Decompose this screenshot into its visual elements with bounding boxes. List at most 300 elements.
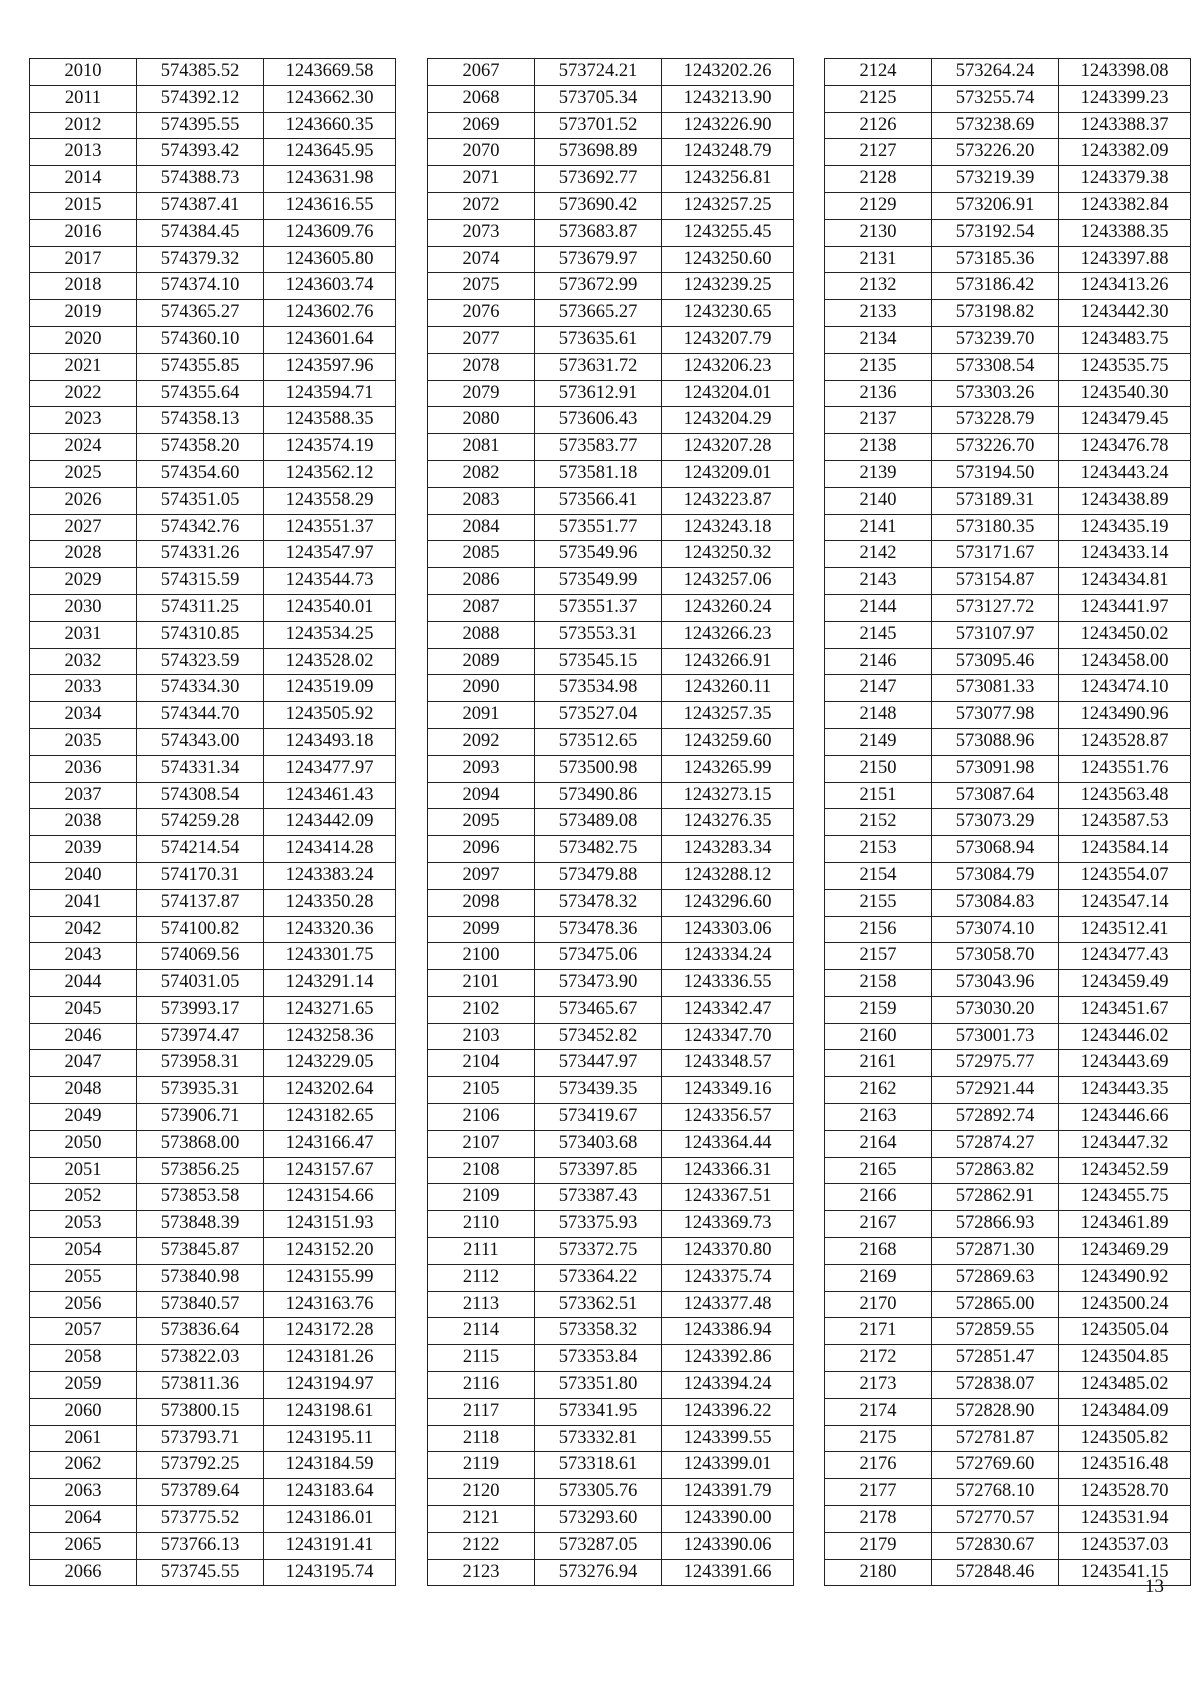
table-row: [428, 594, 794, 621]
point-id-cell: 2010: [30, 59, 137, 86]
y-coordinate-cell: 1243544.73: [264, 568, 396, 595]
table-row: [428, 1532, 794, 1559]
point-id-cell: 2087: [428, 594, 535, 621]
x-coordinate-cell: 572975.77: [932, 1050, 1059, 1077]
x-coordinate-cell: 573690.42: [535, 192, 662, 219]
y-coordinate-cell: 1243452.59: [1059, 1157, 1191, 1184]
x-coordinate-cell: 573692.77: [535, 166, 662, 193]
point-id-cell: 2056: [30, 1291, 137, 1318]
x-coordinate-cell: 573935.31: [137, 1077, 264, 1104]
point-id-cell: 2162: [825, 1077, 932, 1104]
table-row: [825, 916, 1191, 943]
x-coordinate-cell: 573186.42: [932, 273, 1059, 300]
table-row: [428, 809, 794, 836]
point-id-cell: 2075: [428, 273, 535, 300]
point-id-cell: 2115: [428, 1345, 535, 1372]
table-row: [825, 380, 1191, 407]
point-id-cell: 2109: [428, 1184, 535, 1211]
table-row: [428, 1184, 794, 1211]
table-row: [428, 300, 794, 327]
table-row: [30, 1372, 396, 1399]
table-row: [30, 1211, 396, 1238]
y-coordinate-cell: 1243375.74: [662, 1264, 794, 1291]
x-coordinate-cell: 573171.67: [932, 541, 1059, 568]
point-id-cell: 2122: [428, 1532, 535, 1559]
x-coordinate-cell: 572892.74: [932, 1104, 1059, 1131]
y-coordinate-cell: 1243433.14: [1059, 541, 1191, 568]
y-coordinate-cell: 1243256.81: [662, 166, 794, 193]
point-id-cell: 2069: [428, 112, 535, 139]
y-coordinate-cell: 1243479.45: [1059, 407, 1191, 434]
table-row: [428, 139, 794, 166]
x-coordinate-cell: 574214.54: [137, 836, 264, 863]
y-coordinate-cell: 1243500.24: [1059, 1291, 1191, 1318]
x-coordinate-cell: 573303.26: [932, 380, 1059, 407]
table-row: [428, 889, 794, 916]
table-row: [30, 809, 396, 836]
point-id-cell: 2036: [30, 755, 137, 782]
y-coordinate-cell: 1243243.18: [662, 514, 794, 541]
point-id-cell: 2094: [428, 782, 535, 809]
point-id-cell: 2072: [428, 192, 535, 219]
table-row: [30, 943, 396, 970]
y-coordinate-cell: 1243207.79: [662, 326, 794, 353]
table-row: [825, 889, 1191, 916]
y-coordinate-cell: 1243443.35: [1059, 1077, 1191, 1104]
table-row: [30, 380, 396, 407]
y-coordinate-cell: 1243255.45: [662, 219, 794, 246]
y-coordinate-cell: 1243399.01: [662, 1452, 794, 1479]
y-coordinate-cell: 1243528.87: [1059, 728, 1191, 755]
y-coordinate-cell: 1243562.12: [264, 460, 396, 487]
x-coordinate-cell: 573793.71: [137, 1425, 264, 1452]
table-row: [30, 139, 396, 166]
point-id-cell: 2031: [30, 621, 137, 648]
y-coordinate-cell: 1243477.43: [1059, 943, 1191, 970]
x-coordinate-cell: 574355.85: [137, 353, 264, 380]
point-id-cell: 2011: [30, 85, 137, 112]
y-coordinate-cell: 1243257.06: [662, 568, 794, 595]
x-coordinate-cell: 573581.18: [535, 460, 662, 487]
x-coordinate-cell: 573478.32: [535, 889, 662, 916]
y-coordinate-cell: 1243198.61: [264, 1398, 396, 1425]
x-coordinate-cell: 573789.64: [137, 1479, 264, 1506]
point-id-cell: 2138: [825, 434, 932, 461]
point-id-cell: 2013: [30, 139, 137, 166]
y-coordinate-cell: 1243547.97: [264, 541, 396, 568]
table-row: [825, 326, 1191, 353]
table-row: [428, 1291, 794, 1318]
y-coordinate-cell: 1243602.76: [264, 300, 396, 327]
table-row: [428, 648, 794, 675]
x-coordinate-cell: 573553.31: [535, 621, 662, 648]
x-coordinate-cell: 573583.77: [535, 434, 662, 461]
table-row: [428, 1157, 794, 1184]
point-id-cell: 2147: [825, 675, 932, 702]
point-id-cell: 2016: [30, 219, 137, 246]
x-coordinate-cell: 574310.85: [137, 621, 264, 648]
point-id-cell: 2067: [428, 59, 535, 86]
point-id-cell: 2076: [428, 300, 535, 327]
table-row: [825, 594, 1191, 621]
x-coordinate-cell: 572874.27: [932, 1130, 1059, 1157]
table-row: [30, 702, 396, 729]
table-row: [825, 862, 1191, 889]
point-id-cell: 2053: [30, 1211, 137, 1238]
table-row: [825, 1532, 1191, 1559]
x-coordinate-cell: 573549.99: [535, 568, 662, 595]
y-coordinate-cell: 1243257.35: [662, 702, 794, 729]
y-coordinate-cell: 1243271.65: [264, 996, 396, 1023]
x-coordinate-cell: 573665.27: [535, 300, 662, 327]
point-id-cell: 2045: [30, 996, 137, 1023]
point-id-cell: 2167: [825, 1211, 932, 1238]
x-coordinate-cell: 573766.13: [137, 1532, 264, 1559]
table-row: [825, 996, 1191, 1023]
point-id-cell: 2124: [825, 59, 932, 86]
table-row: [30, 273, 396, 300]
point-id-cell: 2117: [428, 1398, 535, 1425]
table-row: [428, 568, 794, 595]
x-coordinate-cell: 573836.64: [137, 1318, 264, 1345]
y-coordinate-cell: 1243547.14: [1059, 889, 1191, 916]
x-coordinate-cell: 573341.95: [535, 1398, 662, 1425]
x-coordinate-cell: 574069.56: [137, 943, 264, 970]
x-coordinate-cell: 573811.36: [137, 1372, 264, 1399]
table-row: [30, 836, 396, 863]
point-id-cell: 2176: [825, 1452, 932, 1479]
point-id-cell: 2179: [825, 1532, 932, 1559]
point-id-cell: 2073: [428, 219, 535, 246]
x-coordinate-cell: 574334.30: [137, 675, 264, 702]
y-coordinate-cell: 1243528.70: [1059, 1479, 1191, 1506]
y-coordinate-cell: 1243195.74: [264, 1559, 396, 1586]
y-coordinate-cell: 1243334.24: [662, 943, 794, 970]
y-coordinate-cell: 1243266.91: [662, 648, 794, 675]
point-id-cell: 2118: [428, 1425, 535, 1452]
x-coordinate-cell: 573551.37: [535, 594, 662, 621]
x-coordinate-cell: 573551.77: [535, 514, 662, 541]
point-id-cell: 2032: [30, 648, 137, 675]
table-row: [825, 1264, 1191, 1291]
y-coordinate-cell: 1243528.02: [264, 648, 396, 675]
table-row: [825, 755, 1191, 782]
table-row: [825, 1211, 1191, 1238]
point-id-cell: 2100: [428, 943, 535, 970]
point-id-cell: 2159: [825, 996, 932, 1023]
x-coordinate-cell: 573198.82: [932, 300, 1059, 327]
table-row: [428, 380, 794, 407]
y-coordinate-cell: 1243483.75: [1059, 326, 1191, 353]
point-id-cell: 2066: [30, 1559, 137, 1586]
x-coordinate-cell: 573527.04: [535, 702, 662, 729]
table-row: [428, 1345, 794, 1372]
point-id-cell: 2083: [428, 487, 535, 514]
y-coordinate-cell: 1243645.95: [264, 139, 396, 166]
table-row: [825, 434, 1191, 461]
y-coordinate-cell: 1243266.23: [662, 621, 794, 648]
point-id-cell: 2058: [30, 1345, 137, 1372]
x-coordinate-cell: 574388.73: [137, 166, 264, 193]
point-id-cell: 2156: [825, 916, 932, 943]
y-coordinate-cell: 1243213.90: [662, 85, 794, 112]
y-coordinate-cell: 1243459.49: [1059, 970, 1191, 997]
y-coordinate-cell: 1243388.37: [1059, 112, 1191, 139]
x-coordinate-cell: 572828.90: [932, 1398, 1059, 1425]
point-id-cell: 2028: [30, 541, 137, 568]
table-row: [428, 1211, 794, 1238]
point-id-cell: 2051: [30, 1157, 137, 1184]
point-id-cell: 2052: [30, 1184, 137, 1211]
x-coordinate-cell: 573154.87: [932, 568, 1059, 595]
x-coordinate-cell: 573549.96: [535, 541, 662, 568]
x-coordinate-cell: 573189.31: [932, 487, 1059, 514]
y-coordinate-cell: 1243391.79: [662, 1479, 794, 1506]
table-row: [428, 1452, 794, 1479]
y-coordinate-cell: 1243574.19: [264, 434, 396, 461]
point-id-cell: 2038: [30, 809, 137, 836]
x-coordinate-cell: 573868.00: [137, 1130, 264, 1157]
point-id-cell: 2079: [428, 380, 535, 407]
point-id-cell: 2123: [428, 1559, 535, 1586]
point-id-cell: 2134: [825, 326, 932, 353]
table-row: [825, 139, 1191, 166]
point-id-cell: 2141: [825, 514, 932, 541]
x-coordinate-cell: 574100.82: [137, 916, 264, 943]
y-coordinate-cell: 1243442.30: [1059, 300, 1191, 327]
table-row: [428, 112, 794, 139]
point-id-cell: 2081: [428, 434, 535, 461]
table-row: [428, 916, 794, 943]
y-coordinate-cell: 1243265.99: [662, 755, 794, 782]
table-row: [30, 996, 396, 1023]
y-coordinate-cell: 1243399.23: [1059, 85, 1191, 112]
x-coordinate-cell: 574360.10: [137, 326, 264, 353]
table-row: [825, 1291, 1191, 1318]
x-coordinate-cell: 574387.41: [137, 192, 264, 219]
point-id-cell: 2029: [30, 568, 137, 595]
point-id-cell: 2128: [825, 166, 932, 193]
table-row: [825, 273, 1191, 300]
table-row: [825, 300, 1191, 327]
y-coordinate-cell: 1243563.48: [1059, 782, 1191, 809]
x-coordinate-cell: 573074.10: [932, 916, 1059, 943]
y-coordinate-cell: 1243383.24: [264, 862, 396, 889]
table-row: [825, 702, 1191, 729]
coordinate-table-2: [427, 58, 794, 1586]
y-coordinate-cell: 1243490.96: [1059, 702, 1191, 729]
table-row: [428, 755, 794, 782]
table-row: [428, 1372, 794, 1399]
table-row: [428, 192, 794, 219]
x-coordinate-cell: 573683.87: [535, 219, 662, 246]
y-coordinate-cell: 1243597.96: [264, 353, 396, 380]
y-coordinate-cell: 1243392.86: [662, 1345, 794, 1372]
table-row: [825, 1345, 1191, 1372]
table-row: [825, 192, 1191, 219]
x-coordinate-cell: 573088.96: [932, 728, 1059, 755]
x-coordinate-cell: 573612.91: [535, 380, 662, 407]
x-coordinate-cell: 573293.60: [535, 1506, 662, 1533]
point-id-cell: 2097: [428, 862, 535, 889]
point-id-cell: 2163: [825, 1104, 932, 1131]
table-row: [428, 1104, 794, 1131]
point-id-cell: 2165: [825, 1157, 932, 1184]
table-row: [30, 648, 396, 675]
table-row: [825, 836, 1191, 863]
point-id-cell: 2046: [30, 1023, 137, 1050]
y-coordinate-cell: 1243154.66: [264, 1184, 396, 1211]
x-coordinate-cell: 572781.87: [932, 1425, 1059, 1452]
x-coordinate-cell: 574308.54: [137, 782, 264, 809]
x-coordinate-cell: 573822.03: [137, 1345, 264, 1372]
point-id-cell: 2026: [30, 487, 137, 514]
table-row: [428, 675, 794, 702]
table-row: [30, 1077, 396, 1104]
y-coordinate-cell: 1243388.35: [1059, 219, 1191, 246]
x-coordinate-cell: 573192.54: [932, 219, 1059, 246]
x-coordinate-cell: 573238.69: [932, 112, 1059, 139]
table-row: [428, 621, 794, 648]
point-id-cell: 2080: [428, 407, 535, 434]
table-row: [30, 889, 396, 916]
table-row: [30, 1425, 396, 1452]
y-coordinate-cell: 1243390.00: [662, 1506, 794, 1533]
x-coordinate-cell: 573512.65: [535, 728, 662, 755]
table-row: [428, 943, 794, 970]
y-coordinate-cell: 1243348.57: [662, 1050, 794, 1077]
table-row: [428, 728, 794, 755]
x-coordinate-cell: 573679.97: [535, 246, 662, 273]
x-coordinate-cell: 573698.89: [535, 139, 662, 166]
table-row: [30, 755, 396, 782]
point-id-cell: 2061: [30, 1425, 137, 1452]
x-coordinate-cell: 572865.00: [932, 1291, 1059, 1318]
point-id-cell: 2133: [825, 300, 932, 327]
x-coordinate-cell: 573387.43: [535, 1184, 662, 1211]
table-row: [30, 487, 396, 514]
table-row: [428, 1479, 794, 1506]
x-coordinate-cell: 573479.88: [535, 862, 662, 889]
y-coordinate-cell: 1243558.29: [264, 487, 396, 514]
table-row: [30, 353, 396, 380]
y-coordinate-cell: 1243223.87: [662, 487, 794, 514]
x-coordinate-cell: 573255.74: [932, 85, 1059, 112]
table-row: [825, 166, 1191, 193]
point-id-cell: 2168: [825, 1238, 932, 1265]
x-coordinate-cell: 573375.93: [535, 1211, 662, 1238]
x-coordinate-cell: 573775.52: [137, 1506, 264, 1533]
table-row: [825, 1318, 1191, 1345]
y-coordinate-cell: 1243443.69: [1059, 1050, 1191, 1077]
x-coordinate-cell: 573364.22: [535, 1264, 662, 1291]
point-id-cell: 2149: [825, 728, 932, 755]
y-coordinate-cell: 1243206.23: [662, 353, 794, 380]
y-coordinate-cell: 1243273.15: [662, 782, 794, 809]
point-id-cell: 2142: [825, 541, 932, 568]
point-id-cell: 2148: [825, 702, 932, 729]
y-coordinate-cell: 1243172.28: [264, 1318, 396, 1345]
table-row: [30, 568, 396, 595]
x-coordinate-cell: 574379.32: [137, 246, 264, 273]
table-row: [30, 246, 396, 273]
coordinate-tables: [0, 58, 1200, 1586]
x-coordinate-cell: 573287.05: [535, 1532, 662, 1559]
y-coordinate-cell: 1243386.94: [662, 1318, 794, 1345]
point-id-cell: 2074: [428, 246, 535, 273]
y-coordinate-cell: 1243441.97: [1059, 594, 1191, 621]
page-number: 13: [1145, 1576, 1164, 1597]
y-coordinate-cell: 1243662.30: [264, 85, 396, 112]
table-row: [825, 1130, 1191, 1157]
x-coordinate-cell: 573724.21: [535, 59, 662, 86]
y-coordinate-cell: 1243391.66: [662, 1559, 794, 1586]
y-coordinate-cell: 1243336.55: [662, 970, 794, 997]
point-id-cell: 2014: [30, 166, 137, 193]
y-coordinate-cell: 1243434.81: [1059, 568, 1191, 595]
point-id-cell: 2160: [825, 1023, 932, 1050]
x-coordinate-cell: 573490.86: [535, 782, 662, 809]
table-row: [825, 1559, 1191, 1586]
table-row: [428, 1398, 794, 1425]
point-id-cell: 2145: [825, 621, 932, 648]
y-coordinate-cell: 1243414.28: [264, 836, 396, 863]
table-row: [825, 85, 1191, 112]
point-id-cell: 2151: [825, 782, 932, 809]
point-id-cell: 2129: [825, 192, 932, 219]
y-coordinate-cell: 1243443.24: [1059, 460, 1191, 487]
x-coordinate-cell: 573473.90: [535, 970, 662, 997]
x-coordinate-cell: 573185.36: [932, 246, 1059, 273]
table-row: [825, 487, 1191, 514]
x-coordinate-cell: 573362.51: [535, 1291, 662, 1318]
x-coordinate-cell: 574395.55: [137, 112, 264, 139]
table-row: [30, 728, 396, 755]
table-row: [30, 1264, 396, 1291]
coordinate-table-3: [824, 58, 1191, 1586]
point-id-cell: 2135: [825, 353, 932, 380]
table-row: [825, 809, 1191, 836]
table-row: [428, 996, 794, 1023]
table-row: [428, 59, 794, 86]
x-coordinate-cell: 573672.99: [535, 273, 662, 300]
table-row: [30, 59, 396, 86]
y-coordinate-cell: 1243594.71: [264, 380, 396, 407]
y-coordinate-cell: 1243603.74: [264, 273, 396, 300]
point-id-cell: 2060: [30, 1398, 137, 1425]
x-coordinate-cell: 573958.31: [137, 1050, 264, 1077]
x-coordinate-cell: 573219.39: [932, 166, 1059, 193]
point-id-cell: 2085: [428, 541, 535, 568]
y-coordinate-cell: 1243347.70: [662, 1023, 794, 1050]
y-coordinate-cell: 1243202.26: [662, 59, 794, 86]
x-coordinate-cell: 574358.20: [137, 434, 264, 461]
point-id-cell: 2105: [428, 1077, 535, 1104]
x-coordinate-cell: 574374.10: [137, 273, 264, 300]
point-id-cell: 2166: [825, 1184, 932, 1211]
y-coordinate-cell: 1243442.09: [264, 809, 396, 836]
table-row: [825, 246, 1191, 273]
y-coordinate-cell: 1243259.60: [662, 728, 794, 755]
table-row: [30, 300, 396, 327]
y-coordinate-cell: 1243260.11: [662, 675, 794, 702]
coordinate-table-1: [29, 58, 396, 1586]
point-id-cell: 2043: [30, 943, 137, 970]
x-coordinate-cell: 573848.39: [137, 1211, 264, 1238]
table-row: [825, 1425, 1191, 1452]
point-id-cell: 2037: [30, 782, 137, 809]
y-coordinate-cell: 1243356.57: [662, 1104, 794, 1131]
